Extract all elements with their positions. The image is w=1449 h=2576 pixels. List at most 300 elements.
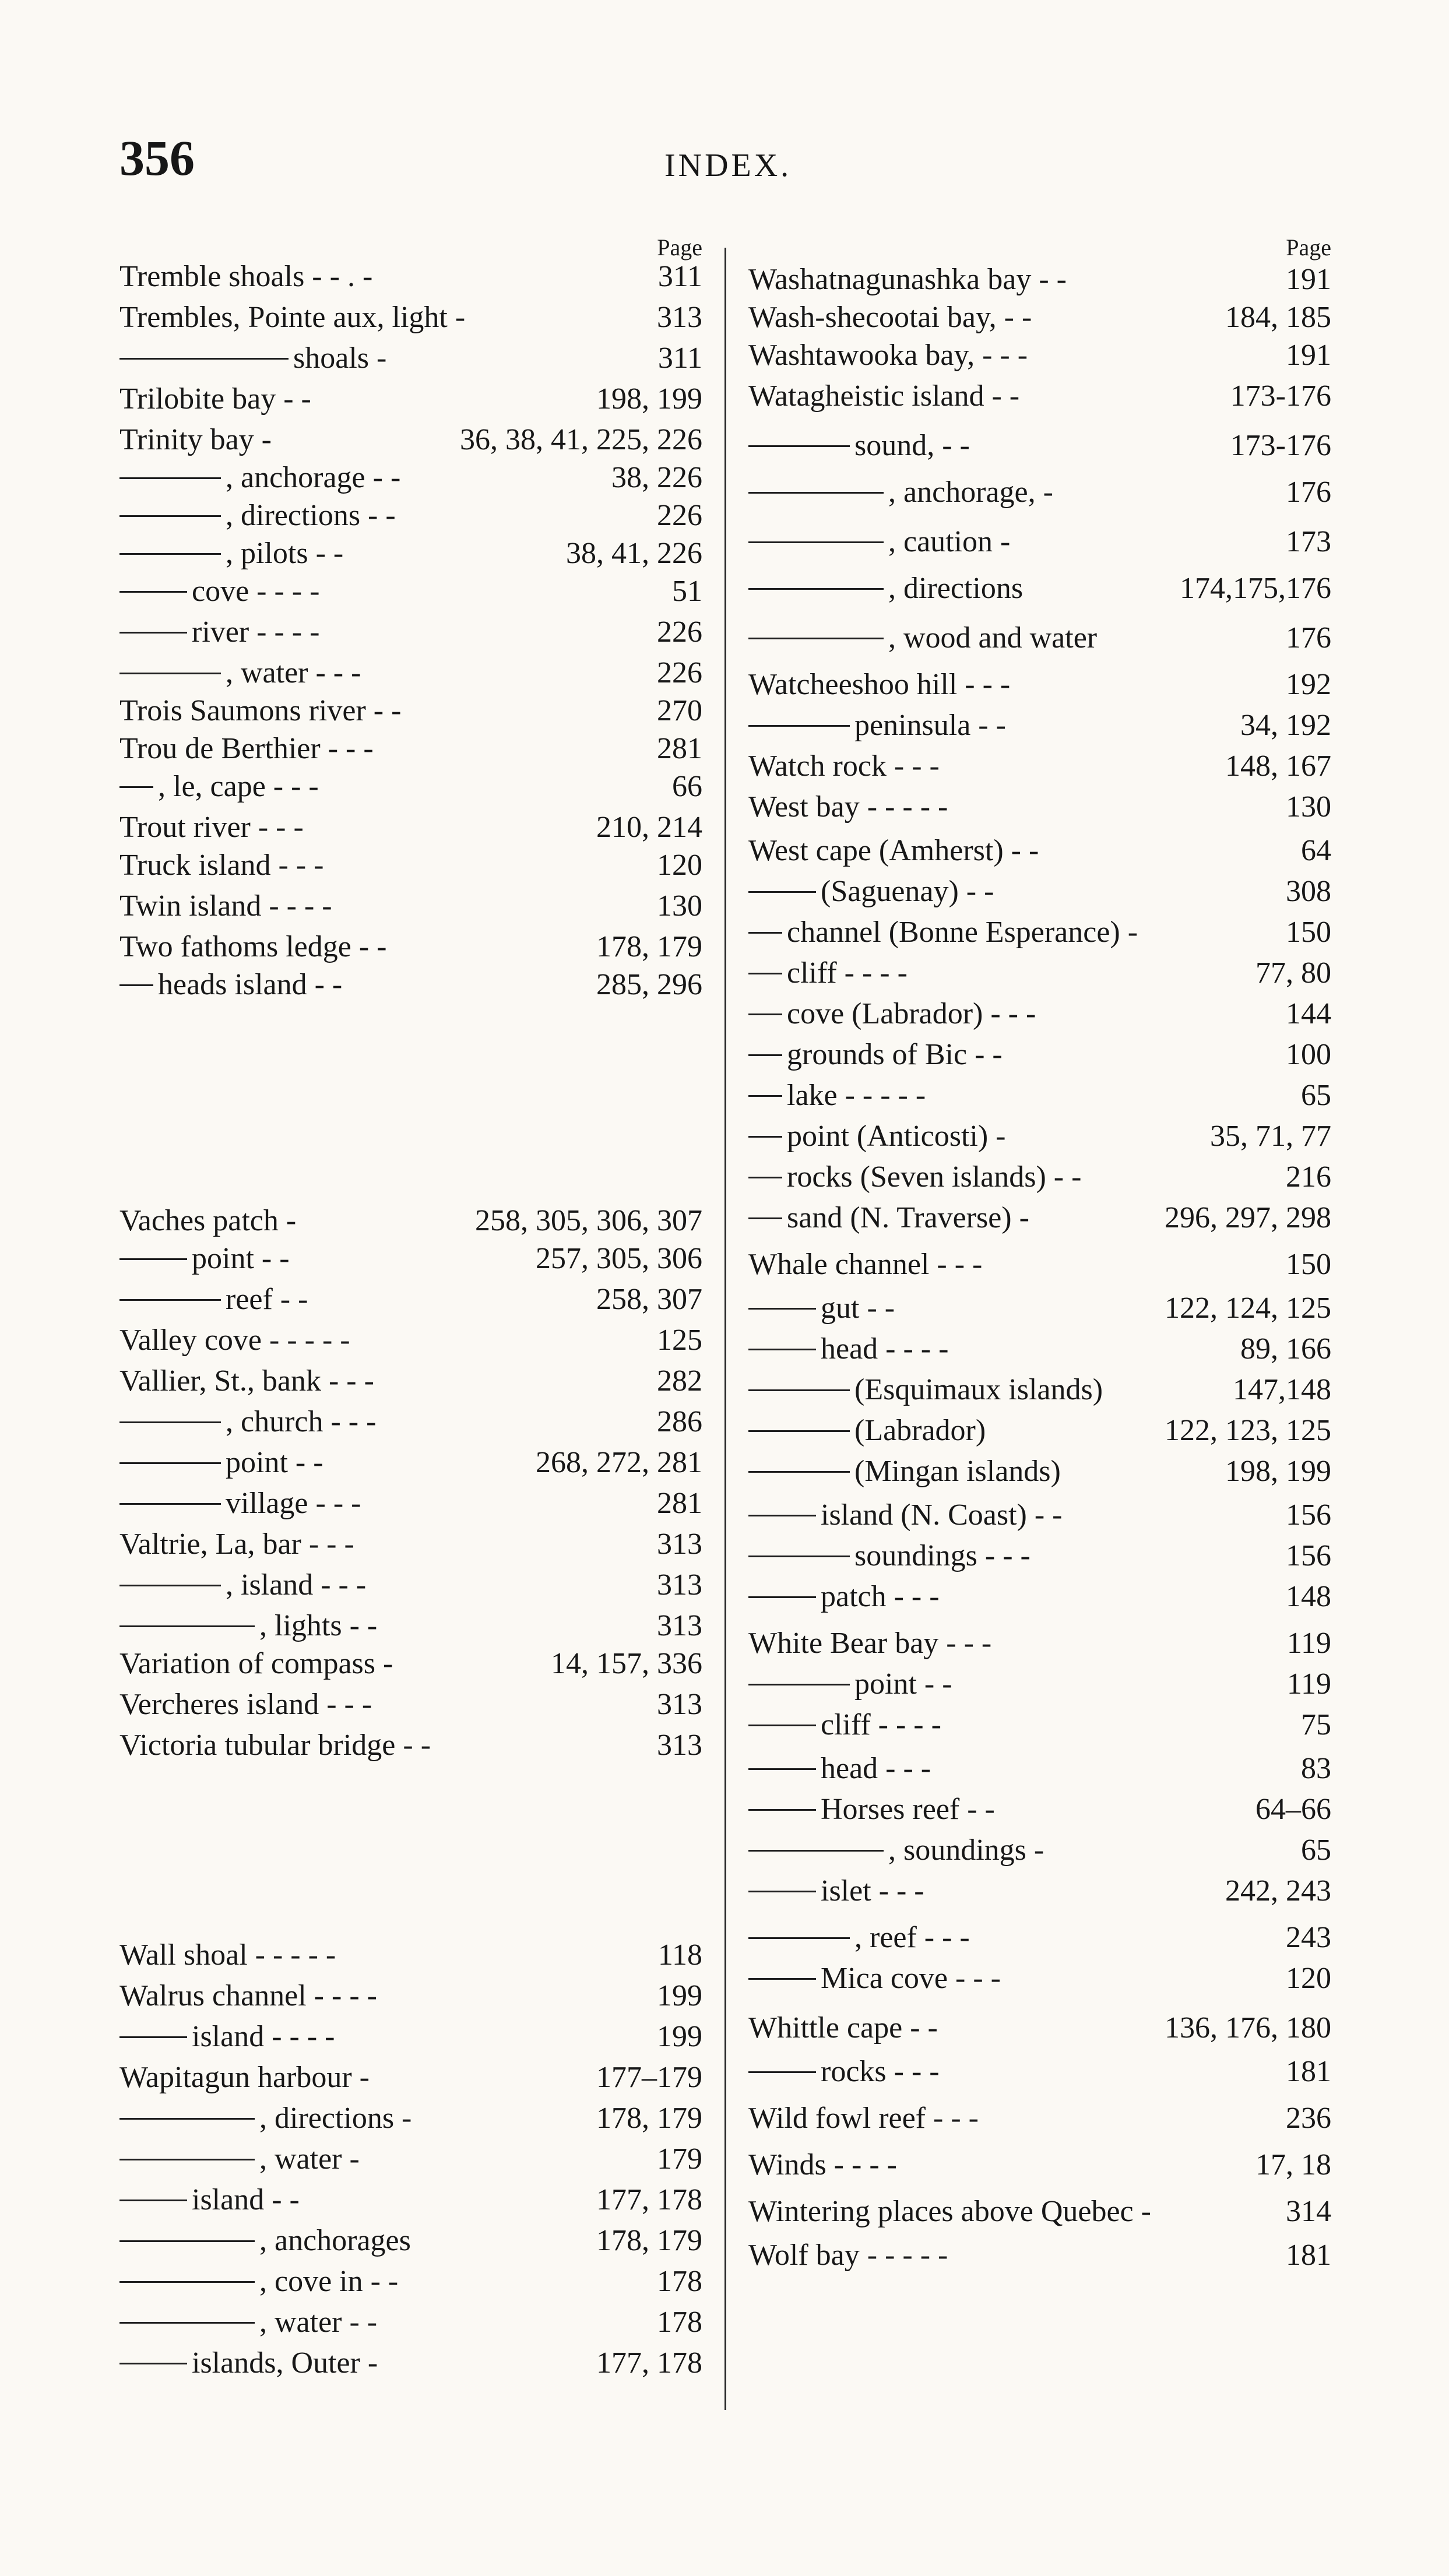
index-entry-pages: 226 (657, 499, 702, 532)
index-entry (748, 1201, 1331, 1236)
index-entry (119, 574, 702, 609)
index-entry-term (119, 2264, 398, 2299)
index-entry-label: channel (Bonne Esperance) - (787, 916, 1138, 949)
index-entry-label: , pilots - - (226, 537, 344, 570)
index-entry-term (748, 708, 1006, 743)
index-entry-label: Vaches patch - (119, 1204, 297, 1237)
index-entry-term (119, 2346, 378, 2381)
index-entry-term (748, 475, 1053, 510)
index-entry-label: cliff - - - - (787, 956, 908, 990)
index-entry-label: point - - (192, 1242, 290, 1275)
index-entry (748, 1373, 1331, 1407)
ditto-dash-rule (748, 1768, 816, 1770)
index-entry-pages: 199 (657, 2020, 702, 2053)
ditto-dash-rule (748, 932, 782, 934)
index-entry-term (748, 874, 994, 909)
index-entry-term (119, 2019, 335, 2054)
index-entry (119, 2346, 702, 2381)
index-entry (748, 1792, 1331, 1827)
index-entry-pages: 35, 71, 77 (1210, 1120, 1331, 1153)
index-entry (748, 833, 1331, 868)
index-entry (119, 2060, 702, 2095)
index-entry-pages: 226 (657, 656, 702, 689)
index-entry-term (748, 997, 1036, 1032)
index-entry-term (748, 1792, 995, 1827)
index-entry-pages: 176 (1286, 476, 1331, 509)
page-column-label: Page (1286, 234, 1331, 261)
index-entry-label: sound, - - (854, 429, 970, 462)
index-entry (119, 2305, 702, 2340)
index-entry-pages: 156 (1286, 1498, 1331, 1532)
ditto-dash-rule (119, 632, 187, 634)
index-entry-term (119, 498, 396, 533)
index-entry-label: Washtawooka bay, - - - (748, 339, 1028, 372)
index-entry (748, 2011, 1331, 2046)
index-entry-term (119, 930, 386, 965)
index-entry (748, 262, 1331, 297)
index-entry-pages: 313 (657, 1568, 702, 1602)
ditto-dash-rule (119, 1462, 221, 1464)
index-entry (119, 2264, 702, 2299)
index-entry-term (748, 667, 1010, 702)
index-entry-term (748, 2148, 897, 2183)
index-entry (748, 2054, 1331, 2089)
index-entry (119, 1241, 702, 1276)
index-entry (748, 1579, 1331, 1614)
index-entry-label: Wolf bay - - - - - (748, 2239, 948, 2272)
index-entry-term (748, 1626, 991, 1661)
index-entry-pages: 120 (1286, 1962, 1331, 1995)
ditto-dash-rule (748, 1054, 782, 1056)
ditto-dash-rule (748, 1556, 850, 1557)
index-entry-pages: 83 (1301, 1752, 1331, 1785)
index-entry-label: , directions - (259, 2102, 412, 2135)
index-entry-term (748, 1078, 926, 1113)
index-entry-pages: 36, 38, 41, 225, 226 (460, 423, 702, 456)
ditto-dash-rule (748, 1349, 816, 1350)
index-entry-pages: 282 (657, 1364, 702, 1398)
index-entry-label: peninsula - - (854, 709, 1006, 742)
index-entry (119, 2142, 702, 2177)
index-entry (119, 930, 702, 965)
index-entry-pages: 38, 41, 226 (566, 537, 702, 570)
index-entry-term (119, 2142, 360, 2177)
index-entry-pages: 178, 179 (596, 930, 702, 963)
ditto-dash-rule (119, 2322, 255, 2324)
index-entry-label: Wild fowl reef - - - (748, 2102, 979, 2135)
index-entry-pages: 191 (1286, 339, 1331, 372)
index-entry-term (748, 915, 1138, 950)
index-entry-pages: 314 (1286, 2195, 1331, 2228)
index-entry-pages: 173-176 (1230, 429, 1331, 462)
index-entry (748, 749, 1331, 784)
index-entry-pages: 210, 214 (596, 811, 702, 844)
index-entry-pages: 236 (1286, 2102, 1331, 2135)
ditto-dash-rule (748, 638, 884, 639)
index-entry-pages: 181 (1286, 2239, 1331, 2272)
index-entry-pages: 34, 192 (1240, 709, 1331, 742)
index-entry-pages: 173 (1286, 525, 1331, 558)
index-entry-term (748, 1961, 1001, 1996)
index-entry-label: reef - - (226, 1283, 308, 1316)
index-entry-label: Valley cove - - - - - (119, 1324, 350, 1357)
index-entry (119, 2183, 702, 2218)
index-entry-pages: 64 (1301, 834, 1331, 867)
index-entry (119, 694, 702, 729)
index-entry-term (119, 656, 361, 691)
index-entry (119, 1364, 702, 1399)
index-entry-term (748, 1454, 1061, 1489)
index-entry-label: , wood and water (888, 621, 1098, 654)
ditto-dash-rule (748, 1430, 850, 1432)
index-entry-pages: 119 (1286, 1627, 1331, 1660)
index-entry (748, 1498, 1331, 1533)
index-entry-label: , water - (259, 2142, 360, 2176)
ditto-dash-rule (748, 1177, 782, 1178)
index-entry-label: Tremble shoals - - . - (119, 260, 373, 293)
index-entry-pages: 243 (1286, 1921, 1331, 1954)
index-entry (748, 1751, 1331, 1786)
index-entry-pages: 281 (657, 732, 702, 765)
index-entry (119, 1979, 702, 2014)
ditto-dash-rule (119, 1258, 187, 1260)
index-entry (748, 475, 1331, 510)
index-entry-label: Trois Saumons river - - (119, 694, 402, 727)
index-entry-label: Wapitagun harbour - (119, 2061, 370, 2094)
index-entry-label: islet - - - (821, 1874, 924, 1908)
index-entry-pages: 178 (657, 2306, 702, 2339)
index-entry (748, 2148, 1331, 2183)
index-entry-term (748, 1667, 952, 1702)
index-entry-label: islands, Outer - (192, 2346, 378, 2380)
index-entry (119, 1728, 702, 1763)
index-entry (119, 536, 702, 571)
index-entry-term (748, 262, 1067, 297)
index-entry-pages: 313 (657, 1528, 702, 1561)
ditto-dash-rule (748, 1809, 816, 1811)
ditto-dash-rule (119, 2200, 187, 2201)
index-entry (748, 1874, 1331, 1909)
ditto-dash-rule (748, 973, 782, 974)
index-entry (748, 1833, 1331, 1868)
index-entry-label: gut - - (821, 1291, 895, 1325)
ditto-dash-rule (748, 891, 816, 893)
index-entry-label: patch - - - (821, 1580, 940, 1613)
index-entry (748, 338, 1331, 373)
index-entry (748, 1160, 1331, 1195)
ditto-dash-rule (119, 1299, 221, 1301)
index-entry (119, 2223, 702, 2258)
index-entry-label: Twin island - - - - (119, 889, 332, 923)
index-entry-label: rocks (Seven islands) - - (787, 1160, 1082, 1194)
index-entry-term (119, 341, 386, 376)
index-entry-label: Trinity bay - (119, 423, 272, 456)
index-entry-pages: 64–66 (1255, 1793, 1331, 1826)
index-entry (119, 810, 702, 845)
index-entry (119, 1445, 702, 1480)
index-entry-term (119, 1241, 290, 1276)
index-entry-pages: 122, 124, 125 (1165, 1291, 1331, 1325)
index-entry-label: , soundings - (888, 1834, 1044, 1867)
index-entry-label: lake - - - - - (787, 1079, 926, 1112)
index-entry (119, 300, 702, 335)
ditto-dash-rule (119, 2036, 187, 2038)
index-entry (748, 2194, 1331, 2229)
index-entry (119, 1486, 702, 1521)
index-entry-label: Wall shoal - - - - - (119, 1938, 336, 1972)
ditto-dash-rule (748, 1389, 850, 1391)
index-entry-label: , directions (888, 572, 1024, 605)
index-entry-term (748, 1201, 1029, 1236)
index-entry-pages: 258, 305, 306, 307 (475, 1204, 702, 1237)
index-entry-pages: 177, 178 (596, 2346, 702, 2380)
index-entry-term (748, 749, 940, 784)
ditto-dash-rule (748, 1136, 782, 1138)
index-entry-term (119, 536, 343, 571)
index-entry-pages: 65 (1301, 1079, 1331, 1112)
index-entry-label: Whale channel - - - (748, 1248, 983, 1281)
ditto-dash-rule (748, 541, 884, 543)
index-entry (748, 379, 1331, 414)
index-entry (119, 498, 702, 533)
index-entry-pages: 148 (1286, 1580, 1331, 1613)
index-entry (119, 2101, 702, 2136)
index-entry-pages: 174,175,176 (1180, 572, 1331, 605)
index-entry-pages: 130 (1286, 790, 1331, 824)
index-entry (119, 423, 702, 458)
index-entry-term (748, 621, 1097, 656)
index-entry-pages: 38, 226 (611, 461, 702, 494)
ditto-dash-rule (119, 591, 187, 593)
index-entry-label: Trout river - - - (119, 811, 304, 844)
ditto-dash-rule (748, 725, 850, 727)
index-entry (119, 615, 702, 650)
index-entry-pages: 242, 243 (1225, 1874, 1331, 1908)
index-entry-label: head - - - - (821, 1332, 949, 1366)
ditto-dash-rule (119, 553, 221, 555)
index-entry-pages: 150 (1286, 916, 1331, 949)
index-entry (119, 382, 702, 417)
ditto-dash-rule (119, 1421, 221, 1423)
index-entry-term (748, 790, 948, 825)
index-entry-term (119, 1405, 376, 1440)
ditto-dash-rule (119, 1585, 221, 1586)
index-entry (748, 2238, 1331, 2273)
index-entry-pages: 286 (657, 1405, 702, 1438)
index-entry-label: rocks - - - (821, 2055, 940, 2088)
ditto-dash-rule (748, 1684, 850, 1685)
index-entry-term (748, 1119, 1006, 1154)
index-entry-term (119, 423, 272, 458)
index-entry (119, 967, 702, 1002)
ditto-dash-rule (748, 492, 884, 494)
index-entry-term (119, 2305, 377, 2340)
index-entry-term (119, 382, 311, 417)
index-entry-term (748, 1291, 895, 1326)
ditto-dash-rule (748, 1308, 816, 1310)
index-entry-label: Walrus channel - - - - (119, 1979, 377, 2012)
index-entry (748, 525, 1331, 559)
index-entry-label: Truck island - - - (119, 849, 324, 882)
index-entry-term (119, 1323, 350, 1358)
index-entry-label: (Labrador) (854, 1414, 986, 1447)
index-entry-label: White Bear bay - - - (748, 1627, 992, 1660)
index-entry-term (119, 259, 372, 294)
index-entry-term (119, 2183, 300, 2218)
index-entry-pages: 257, 305, 306 (536, 1242, 702, 1275)
index-entry-term (748, 1751, 931, 1786)
index-entry-label: , cove in - - (259, 2265, 399, 2298)
index-entry-pages: 125 (657, 1324, 702, 1357)
ditto-dash-rule (748, 1095, 782, 1097)
index-entry-label: sand (N. Traverse) - (787, 1201, 1029, 1234)
index-entry-term (119, 694, 401, 729)
index-entry-label: point (Anticosti) - (787, 1120, 1006, 1153)
index-entry-pages: 144 (1286, 997, 1331, 1030)
index-entry-label: soundings - - - (854, 1539, 1031, 1572)
index-entry-label: Watch rock - - - (748, 749, 940, 783)
index-entry-term (748, 338, 1028, 373)
index-entry (119, 1687, 702, 1722)
index-entry-pages: 296, 297, 298 (1165, 1201, 1331, 1234)
index-entry-term (119, 460, 400, 495)
index-entry-pages: 313 (657, 301, 702, 334)
index-entry (748, 997, 1331, 1032)
index-entry-term (748, 1874, 924, 1909)
index-entry-pages: 191 (1286, 263, 1331, 296)
ditto-dash-rule (748, 1596, 816, 1598)
column-divider (724, 248, 726, 2410)
index-entry-term (119, 1203, 296, 1238)
index-entry-pages: 178, 179 (596, 2224, 702, 2257)
index-entry (119, 460, 702, 495)
ditto-dash-rule (748, 1725, 816, 1726)
index-entry-pages: 179 (657, 2142, 702, 2176)
index-entry-term (119, 2101, 412, 2136)
index-entry-label: Horses reef - - (821, 1793, 995, 1826)
ditto-dash-rule (748, 1217, 782, 1219)
running-head: INDEX. (664, 147, 792, 184)
index-entry-pages: 308 (1286, 875, 1331, 908)
index-entry-term (748, 2054, 940, 2089)
index-entry-label: Wintering places above Quebec - (748, 2195, 1151, 2228)
index-entry-term (748, 1539, 1031, 1574)
index-entry (119, 1405, 702, 1440)
index-entry-pages: 75 (1301, 1708, 1331, 1741)
index-entry (748, 621, 1331, 656)
index-entry-term (119, 848, 324, 883)
index-entry-label: (Mingan islands) (854, 1455, 1061, 1488)
index-entry (119, 259, 702, 294)
ditto-dash-rule (119, 1503, 221, 1505)
index-entry-term (748, 525, 1010, 559)
index-entry-label: Watcheeshoo hill - - - (748, 668, 1011, 701)
index-entry (748, 1626, 1331, 1661)
index-entry-label: shoals - (293, 342, 387, 375)
index-entry-label: head - - - (821, 1752, 931, 1785)
index-entry-pages: 270 (657, 694, 702, 727)
ditto-dash-rule (748, 445, 850, 447)
index-entry-label: river - - - - (192, 615, 320, 649)
page-number: 356 (119, 130, 195, 186)
index-entry-term (748, 2194, 1151, 2229)
index-entry-pages: 122, 123, 125 (1165, 1414, 1331, 1447)
index-entry (748, 1413, 1331, 1448)
ditto-dash-rule (748, 1850, 884, 1852)
index-entry-pages: 118 (657, 1938, 702, 1972)
index-entry-term (119, 1282, 308, 1317)
index-entry-pages: 198, 199 (596, 382, 702, 416)
index-entry (748, 1332, 1331, 1367)
page-column-label: Page (657, 234, 702, 261)
index-entry (748, 667, 1331, 702)
index-entry-pages: 89, 166 (1240, 1332, 1331, 1366)
index-entry-pages: 66 (672, 770, 702, 803)
index-entry-label: point - - (854, 1667, 952, 1701)
index-entry-label: Trembles, Pointe aux, light - (119, 301, 466, 334)
index-entry-pages: 173-176 (1230, 379, 1331, 413)
index-entry-pages: 120 (657, 849, 702, 882)
index-entry-term (119, 967, 342, 1002)
index-entry-label: (Esquimaux islands) (854, 1373, 1103, 1406)
index-entry-label: Watagheistic island - - (748, 379, 1020, 413)
ditto-dash-rule (119, 2159, 255, 2160)
index-entry (748, 1920, 1331, 1955)
index-entry-term (748, 1579, 940, 1614)
index-entry-pages: 181 (1286, 2055, 1331, 2088)
ditto-dash-rule (748, 1891, 816, 1892)
index-entry-term (748, 1332, 948, 1367)
index-entry-term (748, 1037, 1003, 1072)
index-entry (748, 956, 1331, 991)
index-entry-term (748, 300, 1032, 335)
index-entry-pages: 100 (1286, 1038, 1331, 1071)
index-entry (748, 1078, 1331, 1113)
index-entry-label: cove - - - - (192, 575, 320, 608)
index-entry (748, 1119, 1331, 1154)
index-entry-term (748, 1413, 986, 1448)
index-entry-term (119, 889, 332, 924)
ditto-dash-rule (748, 1515, 816, 1516)
ditto-dash-rule (119, 477, 221, 479)
index-entry-label: point - - (226, 1446, 323, 1479)
ditto-dash-rule (119, 358, 289, 360)
index-entry-pages: 313 (657, 1609, 702, 1642)
index-entry-term (119, 1609, 377, 1644)
index-entry-label: village - - - (226, 1487, 361, 1520)
index-entry-pages: 156 (1286, 1539, 1331, 1572)
index-entry-term (748, 2238, 948, 2273)
index-entry-label: Trou de Berthier - - - (119, 732, 374, 765)
index-entry-pages: 281 (657, 1487, 702, 1520)
index-entry-label: , water - - (259, 2306, 378, 2339)
index-entry-term (119, 2060, 370, 2095)
index-entry-pages: 192 (1286, 668, 1331, 701)
index-entry (748, 1037, 1331, 1072)
index-entry-label: West bay - - - - - (748, 790, 948, 824)
index-entry-term (119, 2223, 411, 2258)
index-entry-pages: 148, 167 (1225, 749, 1331, 783)
index-entry-pages: 177, 178 (596, 2183, 702, 2216)
index-entry (119, 848, 702, 883)
index-entry-pages: 177–179 (596, 2061, 702, 2094)
index-entry-term (119, 615, 319, 650)
ditto-dash-rule (119, 786, 153, 788)
index-entry-pages: 136, 176, 180 (1165, 2011, 1331, 2044)
index-entry-pages: 313 (657, 1729, 702, 1762)
index-entry (748, 571, 1331, 606)
index-entry-term (748, 379, 1019, 414)
